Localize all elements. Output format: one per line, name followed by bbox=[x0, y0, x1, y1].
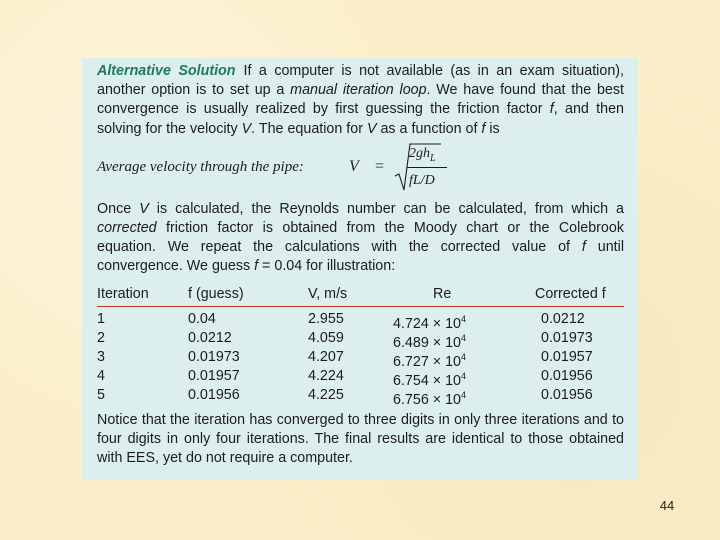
intro-text: . The equation for bbox=[251, 120, 367, 137]
iteration-table bbox=[97, 285, 624, 408]
table-row bbox=[97, 310, 624, 332]
cell-reynolds: $6.727 \times 10^4$ bbox=[393, 351, 466, 370]
header-reynolds: Re bbox=[433, 285, 452, 302]
header-rule bbox=[97, 306, 624, 307]
cell-iteration: 3 bbox=[97, 348, 105, 365]
intro-symbol-f: f bbox=[549, 101, 554, 118]
para-emphasis: corrected bbox=[97, 220, 157, 237]
para-text: friction factor is obtained from the Moody chart or the Colebrook equation. We repeat the calculations with the corrected value of bbox=[97, 220, 624, 256]
table-row bbox=[97, 329, 624, 351]
cell-reynolds: $4.724 \times 10^4$ bbox=[393, 313, 466, 332]
intro-text: . We have found that the best convergence is usually realized by first guessing the friction factor bbox=[97, 82, 624, 118]
para-text: until convergence. We guess bbox=[97, 239, 624, 275]
second-paragraph bbox=[97, 200, 624, 277]
equation-denominator: fL/D bbox=[409, 172, 435, 188]
header-velocity: V, m/s bbox=[308, 285, 348, 302]
cell-corrected-f: 0.01973 bbox=[541, 329, 593, 346]
intro-paragraph bbox=[97, 62, 624, 139]
header-corrected-f: Corrected f bbox=[535, 285, 606, 302]
example-panel bbox=[82, 58, 638, 480]
cell-iteration: 2 bbox=[97, 329, 105, 346]
exponent: 4 bbox=[460, 332, 466, 343]
page-number: 44 bbox=[659, 498, 675, 513]
para-text: is calculated, the Reynolds number can be calculated, from which a bbox=[148, 200, 624, 217]
conclusion-paragraph: Notice that the iteration has converged to three digits in only three iterations and to four digits in only four iterations. The final results are identical to those obtained with EES, yet do not require a computer. bbox=[97, 411, 624, 467]
cell-corrected-f: 0.0212 bbox=[541, 310, 585, 327]
para-text: Once bbox=[97, 200, 140, 217]
cell-f-guess: 0.01956 bbox=[188, 386, 240, 403]
cell-velocity: 4.225 bbox=[308, 386, 344, 403]
cell-f-guess: 0.04 bbox=[188, 310, 216, 327]
cell-reynolds: $6.489 \times 10^4$ bbox=[393, 332, 466, 351]
cell-corrected-f: 0.01956 bbox=[541, 386, 593, 403]
table-row bbox=[97, 386, 624, 408]
exponent: 4 bbox=[460, 351, 466, 362]
fraction-line bbox=[407, 167, 447, 168]
cell-corrected-f: 0.01957 bbox=[541, 348, 593, 365]
cell-velocity: 4.224 bbox=[308, 367, 344, 384]
intro-text: If a computer is not available (as in an exam situation), another option is to set up a bbox=[97, 63, 624, 99]
intro-text: , and then solving for the velocity bbox=[97, 101, 624, 137]
cell-iteration: 1 bbox=[97, 310, 105, 327]
cell-velocity: 4.059 bbox=[308, 329, 344, 346]
cell-f-guess: 0.01973 bbox=[188, 348, 240, 365]
exponent: 4 bbox=[460, 313, 466, 324]
intro-text: as a function of bbox=[376, 120, 482, 137]
cell-velocity: 2.955 bbox=[308, 310, 344, 327]
section-heading: Alternative Solution bbox=[97, 63, 236, 79]
cell-f-guess: 0.0212 bbox=[188, 329, 232, 346]
para-symbol-f: f bbox=[581, 239, 586, 256]
para-text: = 0.04 for illustration: bbox=[258, 258, 396, 275]
cell-iteration: 4 bbox=[97, 367, 105, 384]
velocity-equation bbox=[97, 142, 624, 198]
header-f-guess: f (guess) bbox=[188, 285, 244, 302]
exponent: 4 bbox=[460, 389, 466, 400]
exponent: 4 bbox=[460, 370, 466, 381]
table-row bbox=[97, 348, 624, 370]
cell-reynolds: $6.756 \times 10^4$ bbox=[393, 389, 466, 408]
intro-text: is bbox=[485, 120, 500, 137]
para-symbol-v: V bbox=[139, 200, 149, 217]
table-row bbox=[97, 367, 624, 389]
table-header-row bbox=[97, 285, 624, 305]
intro-emphasis: manual iteration loop bbox=[290, 82, 427, 99]
intro-symbol-v: V bbox=[241, 120, 252, 137]
equation-numerator-subscript: L bbox=[430, 152, 436, 164]
header-iteration: Iteration bbox=[97, 285, 149, 302]
cell-f-guess: 0.01957 bbox=[188, 367, 240, 384]
para-symbol-f: f bbox=[254, 258, 259, 275]
intro-symbol-v: V bbox=[366, 120, 377, 137]
equation-lhs: V bbox=[349, 157, 359, 175]
equation-numerator: $2gh_L$ bbox=[409, 145, 436, 164]
cell-iteration: 5 bbox=[97, 386, 105, 403]
cell-velocity: 4.207 bbox=[308, 348, 344, 365]
cell-corrected-f: 0.01956 bbox=[541, 367, 593, 384]
intro-symbol-f: f bbox=[481, 120, 486, 137]
cell-reynolds: $6.754 \times 10^4$ bbox=[393, 370, 466, 389]
equation-label: Average velocity through the pipe: bbox=[97, 158, 304, 175]
equation-equals: = bbox=[375, 157, 385, 175]
